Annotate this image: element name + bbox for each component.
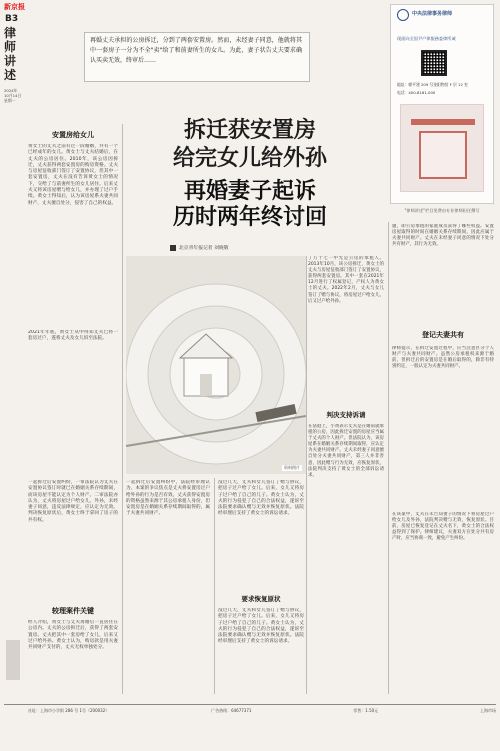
body-paragraph: 题，即公房承租的家庭成员获得了哪些权益。安置房屋取得的时间在婚姻关系存续期间，因此应属于夫妻共同财产。丈夫在未经妻子同意的情况下处分共有财产，其行为无效。 [392,224,494,248]
body-paragraph: 经人介绍，黄女士与丈夫再婚后一直居住在公房内。丈夫的公房拆迁后，获得了两套安置房。丈夫把其中一套房给了女儿，后来又过户给外孙。黄女士认为，购房款是用夫妻共同财产支付的，丈夫无权单独处分。 [28,620,118,651]
body-paragraph: 律师提示，在拆迁安置过程中，应当注意区分个人财产与夫妻共同财产。虽然公房承租权来源于婚前，但拆迁后的安置房是在婚后取得的，除非有特别约定，一般认定为夫妻共同财产。 [392,346,494,370]
column-char: 律 [4,26,17,40]
ad-qrcode-icon [421,50,447,76]
footer-bar [28,708,496,714]
ad-address: 地址：朝平建 209 号金阳物馆 F 层 12 室 [397,82,468,87]
ad-line: 现面向全国尹户律服務委律所诚 [397,36,456,41]
side-stamp [6,640,20,680]
column-char: 讲 [4,54,17,68]
ad-footer-text: "律师讲述"栏目免费由专业律师担任撰写 [404,208,480,213]
headline-main-1: 拆迁获安置房 [183,117,316,143]
issue-year: 2024年 [4,88,18,93]
section-heading: 安置房给女儿 [52,131,94,139]
body-paragraph: 在法庭上，小黄表示丈夫是在婚前就承租的公房，因此拆迁安置的房屋应当属于丈夫的个人财产。但法院认为，该房屋系在婚姻关系存续期间取得，应认定为夫妻共同财产。丈夫未经妻子同意擅自处分夫妻共同财产，第三人并非善意，因此赠与行为无效，应恢复原状，法院判决支持了黄女士的全部诉讼请求。 [308,424,384,478]
body-paragraph: 2021年年底，黄女士从中得知丈夫已将一套房过户，遂将丈夫及女儿诉至法院。 [28,330,118,342]
column-char: 师 [4,40,17,54]
body-paragraph: 没过几天，丈夫和女儿签订了赠与协议，把房子过户给了女儿。后来，女儿又将房子过户给了自己的儿子。黄女士认为，丈夫的行为侵犯了自己的合法权益，遂诉至法院要求确认赠与无效并恢复原状。法院经审理后支持了黄女士的诉讼请求。 [218,608,304,645]
section-heading: 判决支持诉请 [326,411,366,419]
body-paragraph: 一起拆迁后安置纠纷，一审法院认为丈夫在安置协议签订时就已在婚姻关系存续期间，而该房屋不能认定为个人财产。二审法院亦认为，丈夫将房屋过户给女儿、外孙，未经妻子同意，违反法律规定，应认定为无效。判决恢复原状后，黄女士终于拿回了房子的共有权。 [28,480,118,523]
byline-icon [170,245,176,251]
footer-market: 上海市场 [479,708,496,713]
headline-main-2: 给完女儿给外孙 [172,145,327,171]
issue-weekday: 星期一 [4,98,16,103]
ad-phone: 电话：400-8161-000 [397,90,436,95]
edition-label: B3 [5,14,19,24]
section-heading: 较理案件关键 [52,607,94,615]
column-char: 述 [4,68,17,82]
body-paragraph: 没过几天，丈夫和女儿签订了赠与协议，把房子过户给了女儿。后来，女儿又将房子过户给了自己的儿子。黄女士认为，丈夫的行为侵犯了自己的合法权益，遂诉至法院要求确认赠与无效并恢复原状。法院经审理后支持了黄女士的诉讼请求。 [218,480,304,517]
headline-sub-2: 历时两年终讨回 [172,205,327,230]
footer-ad-phone: 广告热线：64677371 [211,708,252,713]
issue-day: 10月14日 [4,93,22,98]
ad-logo-icon [397,9,409,21]
footer-address: 社址：上海市小学街 286 号 1号（200032） [28,708,110,713]
column-title [4,26,22,82]
body-paragraph: 在该案中，丈夫在未告知妻子的情况下将房屋过户给女儿及外孙，法院判决赠与无效，恢复原状。目前，房屋已恢复登记在丈夫名下，黄女士的合法权益得到了保护。律师建议，夫妻双方在处分共有房产时，应当协商一致，避免产生纠纷。 [392,512,494,542]
body-paragraph: 黄女士的丈夫之前有过一段婚姻，并有一个已经成年的女儿。黄女士与丈夫结婚后，在丈夫的公房居住。2010年，该公房因拆迁，丈夫获得两套安置房的购房资格。丈夫与房屋征收部门签订了安置协议，但其中一套安置房，丈夫在没有告诉黄女士的情况下，交给了与前妻所生的女儿居住。后来丈夫又将该房屋赠与给女儿，并办理了过户手续。黄女士得知后，认为该房屋系夫妻共同财产，丈夫擅自处分，侵害了自己的权益。 [28,144,118,206]
section-heading: 登记夫妻共有 [422,331,464,339]
body-paragraph: 一起拆迁后安置纠纷中，法院经审理认为，本案的争议焦点是丈夫将安置房过户给外孙的行为是否有效。丈夫获得安置房的资格虽然来源于其公房承租人身份，但安置房是在婚姻关系存续期间取得的，属于夫妻共同财产。 [126,480,210,517]
ad-logo-text: 中央法律事务律师 [412,11,453,17]
article-photo [126,256,306,474]
headline-sub-1: 再婚妻子起诉 [183,179,316,204]
house-target-illustration [126,256,306,474]
body-paragraph: 了万十七一中光是公房的承租人。2013年10月，该公房拆迁，黄女士的丈夫与房屋征收部门签订了安置协议，获得两套安置房。其中一套在2021年12月进行了权属登记，产权人为黄女士的丈夫。2022年2月，丈夫与女儿签订了赠与协议，将房屋过户给女儿，后又过户给外孙。 [308,256,384,304]
footer-price: 零售：1.50元 [353,708,379,713]
byline: 北京青年报记者 刘晓敬 [179,246,229,251]
photo-caption: 资料图片 [284,465,300,470]
paper-logo: 新京报 [4,2,25,11]
ad-booklet-image [400,104,484,192]
issue-date [4,88,26,103]
promo-text: 再婚丈夫承担的公房拆迁，分到了两套安置房。然而，未经妻子同意，他就将其中一套房子一分为不全"卖"给了和前妻所生的女儿。为此，妻子状告丈夫要求确认买卖无效，终审后…… [90,37,302,64]
section-heading: 要求恢复原状 [241,595,281,603]
